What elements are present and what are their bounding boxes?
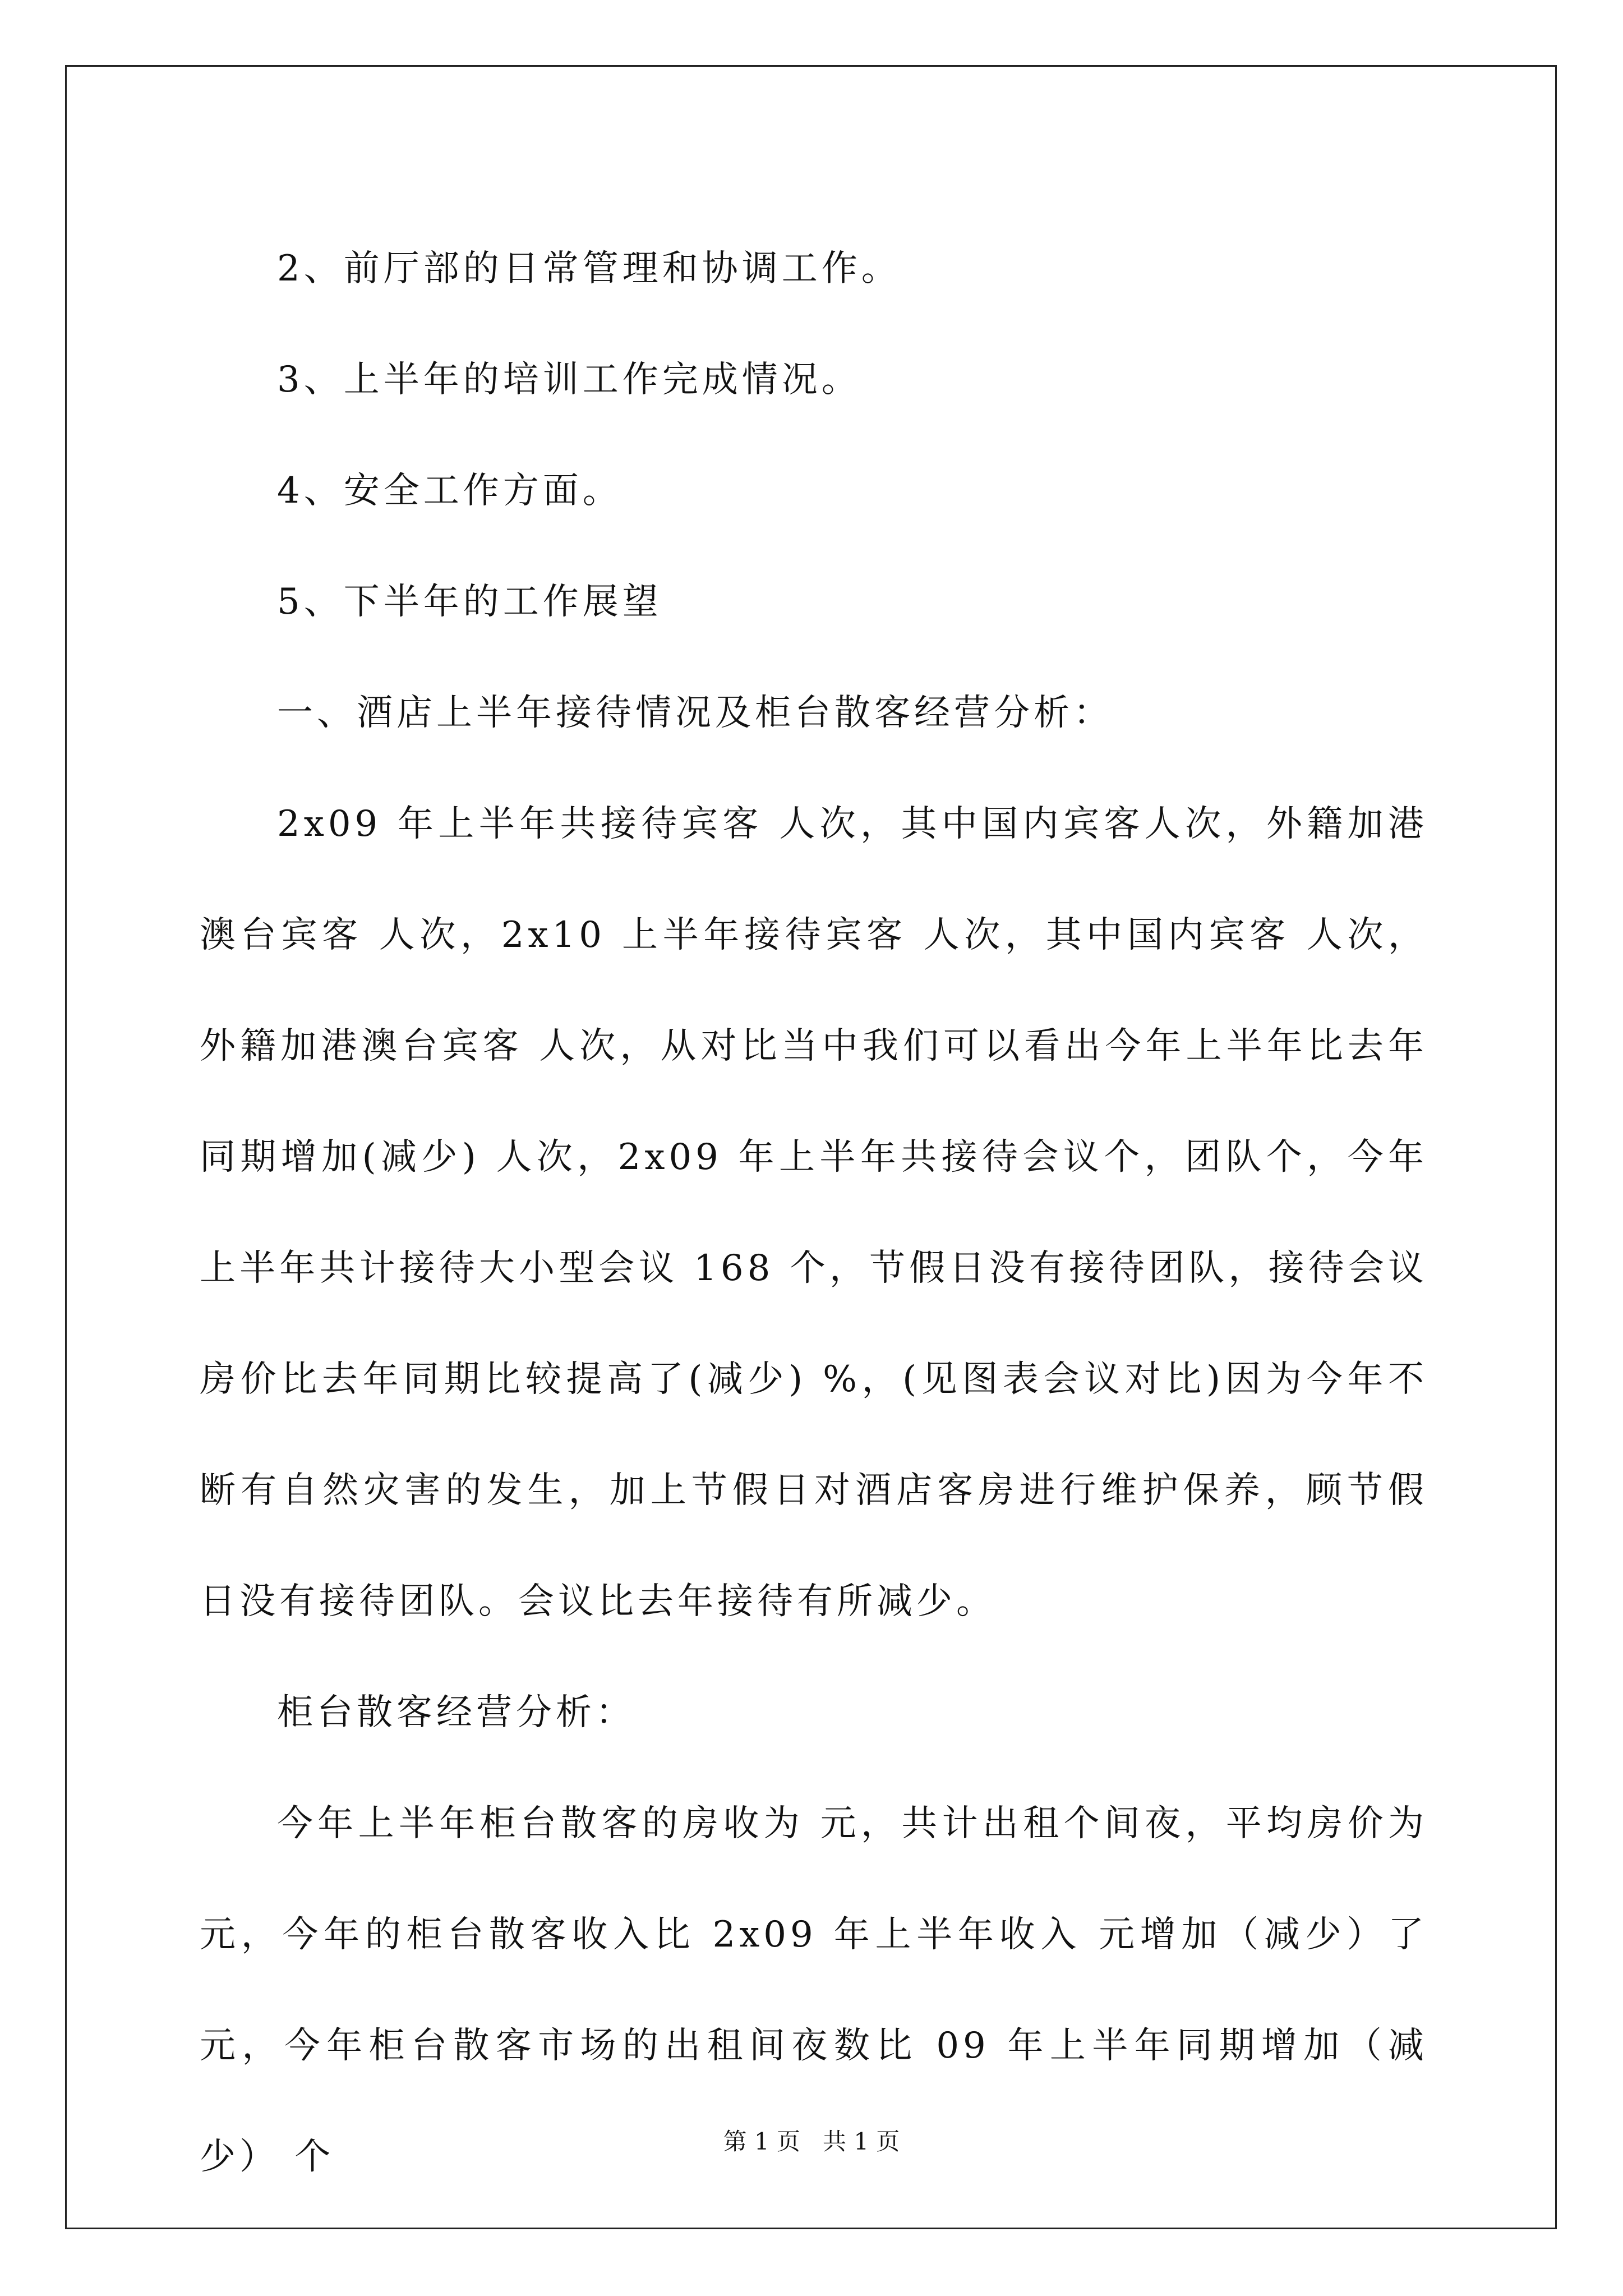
subheading-counter-analysis: 柜台散客经营分析： bbox=[277, 1692, 635, 1733]
paragraph-item-3: 3、上半年的培训工作完成情况。 bbox=[277, 359, 861, 401]
paragraph-item-4: 4、安全工作方面。 bbox=[277, 470, 623, 512]
page-number-total: 共 1 页 bbox=[823, 2128, 900, 2155]
section-heading-1: 一、酒店上半年接待情况及柜台散客经营分析： bbox=[277, 692, 1113, 734]
paragraph-item-2: 2、前厅部的日常管理和协调工作。 bbox=[277, 248, 901, 289]
page-number-current: 第 1 页 bbox=[723, 2128, 800, 2155]
document-body bbox=[200, 213, 1428, 2212]
paragraph-item-5: 5、下半年的工作展望 bbox=[277, 581, 662, 623]
paragraph-reception-stats: 2x09 年上半年共接待宾客 人次，其中国内宾客人次，外籍加港澳台宾客 人次，2x10 上半年接待宾客 人次，其中国内宾客 人次，外籍加港澳台宾客 人次，从对比当中我们可以看出今年上半年比去年同期增加(减少) 人次，2x09 年上半年共接待会议个，团队个，今年上半年共计接待大小型会议 168 个，节假日没有接待团队，接待会议房价比去年同期比较提高了(减少) %，(见图表会议对比)因为今年不断有自然灾害的发生，加上节假日对酒店客房进行维护保养，顾节假日没有接待团队。会议比去年接待有所减少。 bbox=[200, 803, 1428, 1622]
paragraph-counter-revenue: 今年上半年柜台散客的房收为 元，共计出租个间夜，平均房价为 元，今年的柜台散客收入比 2x09 年上半年收入 元增加（减少）了 元，今年柜台散客市场的出租间夜数比 09 年上半年同期增加（减少） 个 bbox=[200, 1803, 1428, 2178]
page-footer bbox=[0, 2125, 1623, 2159]
